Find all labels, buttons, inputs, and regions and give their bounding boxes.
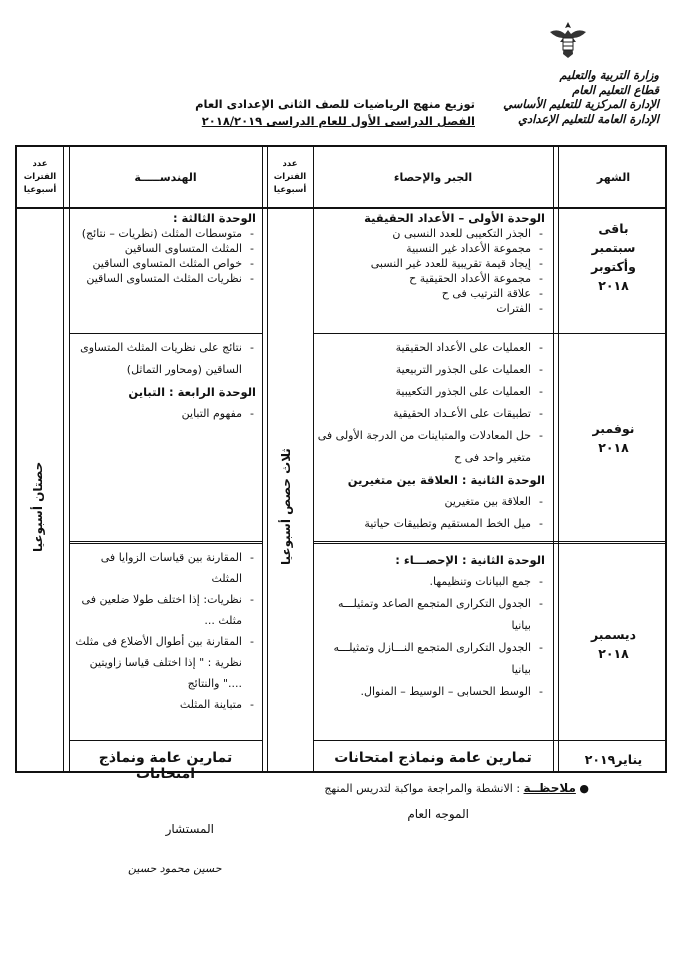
eagle-emblem-icon xyxy=(546,18,590,62)
list-item: - نتائج على نظريات المثلث المتساوى الساقين (ومحاور التماثل) xyxy=(74,337,256,381)
month-cell-1: باقى سبتمبر وأكتوبر ٢٠١٨ xyxy=(591,221,636,293)
header-geometry: الهندســـــة xyxy=(134,170,197,184)
list-item: - مفهوم التباين xyxy=(74,403,256,425)
list-item: - نظريات المثلث المتساوى الساقين xyxy=(74,271,256,286)
geometry-cell-3 xyxy=(74,547,256,715)
document-title: توزيع منهج الرياضيات للصف الثانى الإعدادى العام xyxy=(195,97,475,111)
list-item: - إيجاد قيمة تقريبية للعدد غير النسبى xyxy=(317,256,545,271)
list-item: - العمليات على الجذور التربيعية xyxy=(317,359,545,381)
periods-algebra-text: ثلاث حصص أسبوعيا xyxy=(279,448,293,566)
unit-title: الوحدة الأولى – الأعداد الحقيقية xyxy=(364,211,545,225)
header-periods-geometry: عدد الفترات أسبوعيا xyxy=(23,158,57,195)
list-item: - الوسط الحسابى – الوسيط – المنوال. xyxy=(317,681,545,703)
geometry-cell-1 xyxy=(74,211,256,286)
month-cell-2: نوفمبر ٢٠١٨ xyxy=(592,421,635,455)
algebra-cell-1 xyxy=(317,211,545,316)
unit-title: الوحدة الثانية : العلاقة بين متغيرين xyxy=(347,473,545,487)
list-item: - الجدول التكرارى المتجمع الصاعد وتمثيلـــه بيانيا xyxy=(317,593,545,637)
list-item: - تطبيقات على الأعـداد الحقيقية xyxy=(317,403,545,425)
unit-title: الوحدة الثانية : الإحصـــاء : xyxy=(395,553,545,567)
footer-note xyxy=(324,781,589,795)
ministry-line: وزارة التربية والتعليم xyxy=(559,68,659,82)
list-item: - المثلث المتساوى الساقين xyxy=(74,241,256,256)
algebra-cell-3 xyxy=(317,549,545,703)
list-item: - المقارنة بين أطوال الأضلاع فى مثلث نظرية : " إذا اختلف قياسا زاويتين ...." والنتائج xyxy=(74,631,256,694)
month-cell-3: ديسمبر ٢٠١٨ xyxy=(590,627,637,661)
list-item: - متوسطات المثلث (نظريات – نتائج) xyxy=(74,226,256,241)
unit-title: الوحدة الثالثة : xyxy=(172,211,256,225)
list-item: - مجموعة الأعداد غير النسبية xyxy=(317,241,545,256)
algebra-cell-2 xyxy=(317,337,545,535)
bullet-icon: ● xyxy=(579,782,589,795)
list-item: - الجذر التكعيبى للعدد النسبى ن xyxy=(317,226,545,241)
header-periods-algebra: عدد الفترات أسبوعيا xyxy=(273,158,307,195)
curriculum-table xyxy=(15,145,667,782)
list-item: - المقارنة بين قياسات الزوايا فى المثلث xyxy=(74,547,256,589)
month-cell-4: يناير٢٠١٩ xyxy=(584,752,643,767)
unit-title: الوحدة الرابعة : التباين xyxy=(128,385,256,399)
geometry-review: تمارين عامة ونماذج امتحانات xyxy=(98,750,233,782)
note-label: ملاحظــة xyxy=(523,781,576,795)
advisor-label: المستشار xyxy=(165,822,214,836)
list-item: - ميل الخط المستقيم وتطبيقات حياتية xyxy=(317,513,545,535)
list-item: - الفترات xyxy=(317,301,545,316)
algebra-review: تمارين عامة ونماذج امتحانات xyxy=(334,750,532,766)
list-item: - علاقة الترتيب فى ح xyxy=(317,286,545,301)
list-item: - العمليات على الجذور التكعيبية xyxy=(317,381,545,403)
document-subtitle: الفصل الدراسى الأول للعام الدراسى ٢٠١٨/٢٠١٩ xyxy=(201,114,475,128)
list-item: - الجدول التكرارى المتجمع النـــازل وتمثيلـــه بيانيا xyxy=(317,637,545,681)
ministry-line: قطاع التعليم العام xyxy=(572,82,659,97)
list-item: - خواص المثلث المتساوى الساقين xyxy=(74,256,256,271)
note-text: : الانشطة والمراجعة مواكبة لتدريس المنهج xyxy=(324,782,521,795)
signature-name: حسين محمود حسين xyxy=(128,862,222,875)
geometry-cell-2 xyxy=(74,337,256,425)
header-month: الشهر xyxy=(596,170,631,184)
supervisor-label: الموجه العام xyxy=(407,807,469,821)
ministry-line: الإدارة المركزية للتعليم الأساسي xyxy=(503,97,659,111)
header-algebra: الجبر والإحصاء xyxy=(393,170,473,184)
periods-geometry-text: حصتان أسبوعيا xyxy=(31,461,45,553)
list-item: - جمع البيانات وتنظيمها. xyxy=(317,571,545,593)
list-item: - مجموعة الأعداد الحقيقية ح xyxy=(317,271,545,286)
list-item: - متباينة المثلث xyxy=(74,694,256,715)
ministry-line: الإدارة العامة للتعليم الإعدادي xyxy=(518,111,659,126)
list-item: - حل المعادلات والمتباينات من الدرجة الأولى فى متغير واحد فى ح xyxy=(317,425,545,469)
list-item: - العمليات على الأعداد الحقيقية xyxy=(317,337,545,359)
list-item: - نظريات: إذا اختلف طولا ضلعين فى مثلث ... xyxy=(74,589,256,631)
document-titles xyxy=(185,96,475,130)
list-item: - العلاقة بين متغيرين xyxy=(317,491,545,513)
